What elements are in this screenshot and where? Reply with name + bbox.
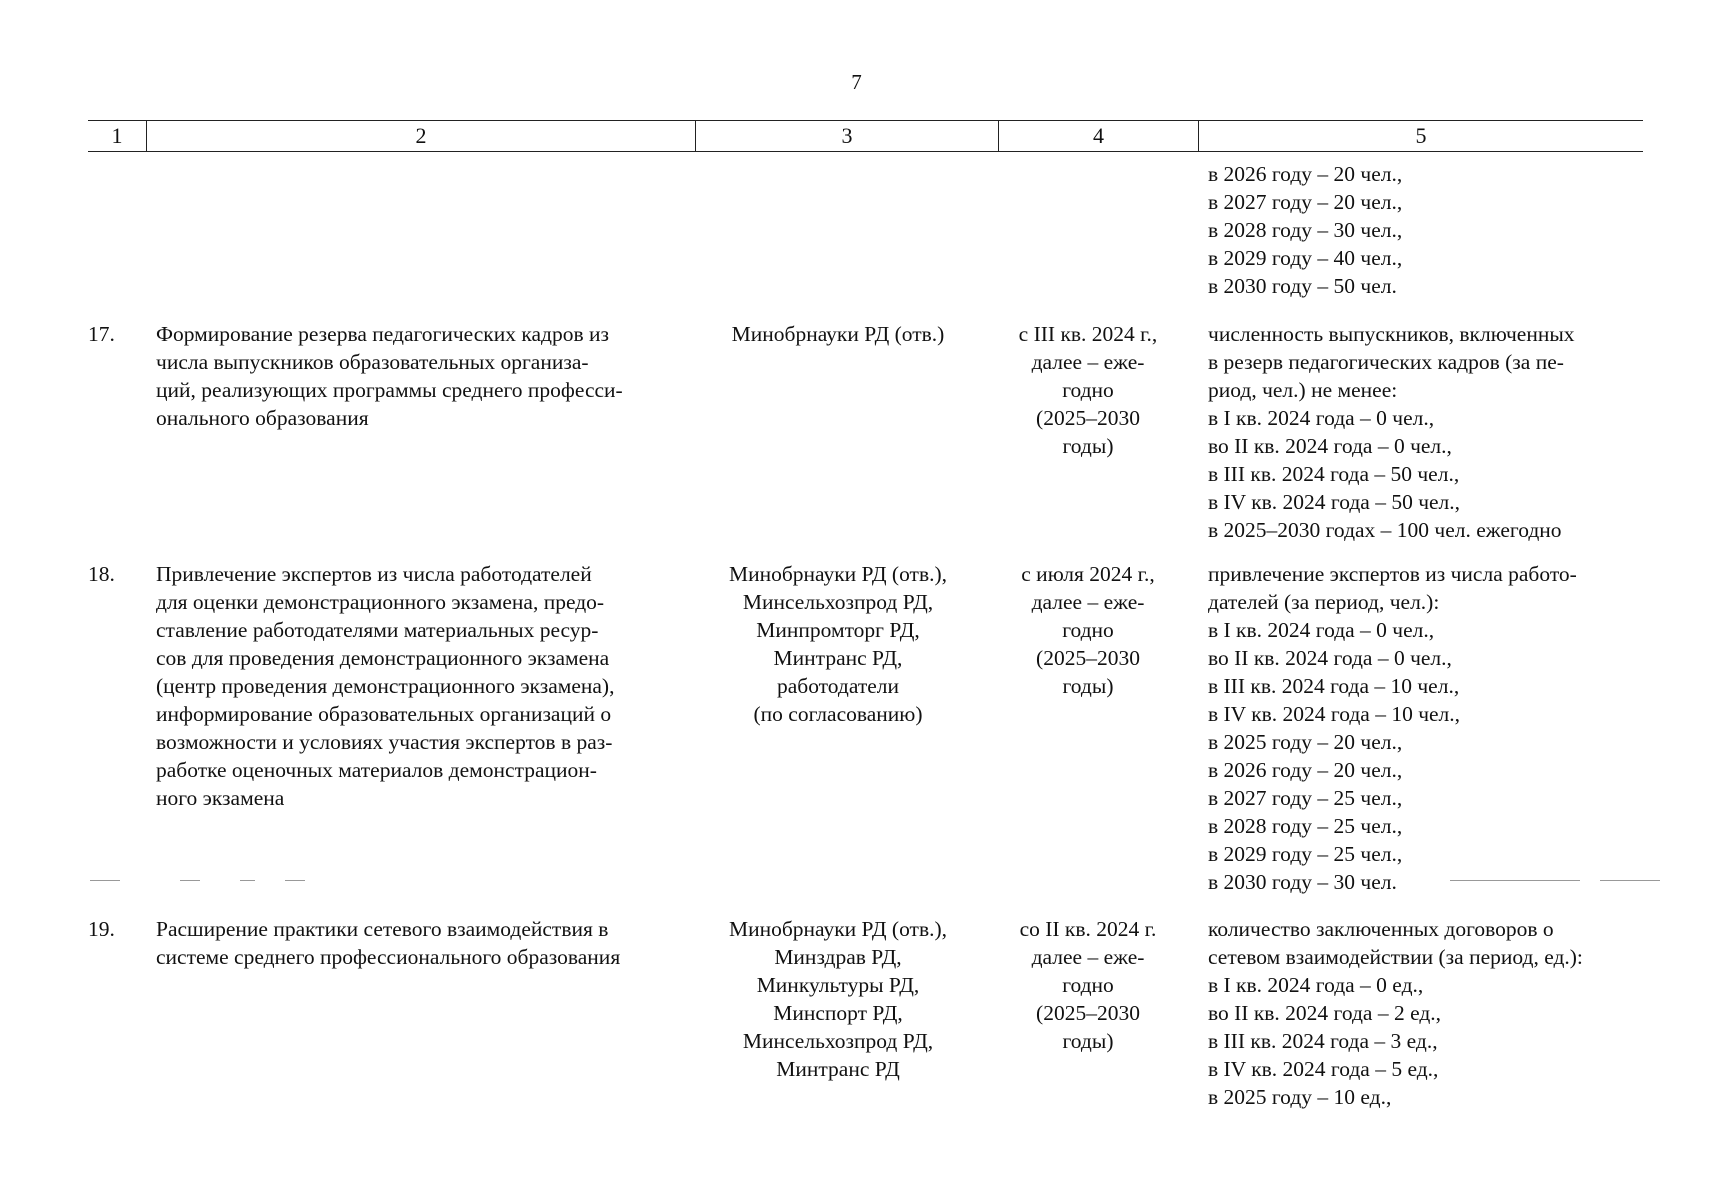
indicator-cell-line: сетевом взаимодействии (за период, ед.):	[1208, 945, 1583, 969]
executors-cell-line: Минобрнауки РД (отв.),	[728, 917, 948, 941]
scan-artifact	[1450, 880, 1580, 881]
measure-cell-line: (центр проведения демонстрационного экзамена),	[156, 674, 615, 698]
scan-artifact	[285, 880, 305, 881]
column-header-1: 1	[111, 123, 123, 148]
indicator-cell-line: в 2029 году – 25 чел.,	[1208, 842, 1403, 866]
executors-cell-line: работодатели	[776, 674, 900, 698]
indicator-cell-line: в I кв. 2024 года – 0 ед.,	[1208, 973, 1424, 997]
measure-cell-line: ставление работодателями материальных ресур-	[156, 618, 599, 642]
measure-cell	[156, 915, 686, 971]
period-cell	[998, 915, 1178, 1055]
indicator-cell	[1208, 560, 1643, 896]
indicator-cell	[1208, 915, 1643, 1111]
measure-cell-line: Формирование резерва педагогических кадров из	[156, 322, 609, 346]
indicator-cell-line: в III кв. 2024 года – 3 ед.,	[1208, 1029, 1438, 1053]
period-cell-line: с III кв. 2024 г.,	[1018, 322, 1158, 346]
period-cell	[998, 320, 1178, 460]
indicator-cell-line: привлечение экспертов из числа работо-	[1208, 562, 1577, 586]
column-header-2: 2	[146, 121, 695, 151]
executors-cell	[688, 320, 988, 348]
indicator-cell-line: в 2028 году – 25 чел.,	[1208, 814, 1403, 838]
indicator-cell-line: в 2025 году – 10 ед.,	[1208, 1085, 1392, 1109]
indicator-cell-line: дателей (за период, чел.):	[1208, 590, 1440, 614]
measure-cell	[156, 320, 686, 432]
indicator-cell-line: в III кв. 2024 года – 50 чел.,	[1208, 462, 1460, 486]
period-cell-line: годы)	[1062, 1029, 1114, 1053]
executors-cell-line: Минобрнауки РД (отв.)	[731, 322, 945, 346]
period-cell-line: годы)	[1062, 434, 1114, 458]
indicator-cell-line: во II кв. 2024 года – 0 чел.,	[1208, 646, 1452, 670]
indicator-cell-line: в 2028 году – 30 чел.,	[1208, 218, 1403, 242]
period-cell-line: годы)	[1062, 674, 1114, 698]
executors-cell-line: Минтранс РД	[776, 1057, 900, 1081]
period-cell-line: годно	[1062, 618, 1114, 642]
column-header-3: 3	[695, 121, 998, 151]
table-header-row	[88, 120, 1643, 152]
indicator-cell-line: в 2027 году – 25 чел.,	[1208, 786, 1403, 810]
indicator-cell-line: количество заключенных договоров о	[1208, 917, 1554, 941]
measure-cell-line: ного экзамена	[156, 786, 285, 810]
measure-cell	[156, 560, 686, 812]
indicator-cell-line: в IV кв. 2024 года – 5 ед.,	[1208, 1057, 1439, 1081]
indicator-cell-line: численность выпускников, включенных	[1208, 322, 1575, 346]
executors-cell-line: Минздрав РД,	[774, 945, 902, 969]
column-header-5: 5	[1198, 121, 1643, 151]
measure-cell-line: Привлечение экспертов из числа работодателей	[156, 562, 592, 586]
executors-cell-line: Минпромторг РД,	[756, 618, 920, 642]
measure-cell-line: для оценки демонстрационного экзамена, предо-	[156, 590, 605, 614]
measure-cell-line: работке оценочных материалов демонстрацион-	[156, 758, 597, 782]
measure-cell-line: возможности и условиях участия экспертов в раз-	[156, 730, 613, 754]
row-number: 19.	[88, 917, 115, 941]
measure-cell-line: онального образования	[156, 406, 369, 430]
row-number: 17.	[88, 322, 115, 346]
measure-cell-line: информирование образовательных организаций о	[156, 702, 612, 726]
period-cell-line: далее – еже-	[1031, 350, 1145, 374]
period-cell-line: с июля 2024 г.,	[1021, 562, 1155, 586]
period-cell	[998, 560, 1178, 700]
indicator-cell	[1208, 320, 1643, 544]
period-cell-line: (2025–2030	[1036, 1001, 1140, 1025]
indicator-cell-line: риод, чел.) не менее:	[1208, 378, 1398, 402]
period-cell-line: далее – еже-	[1031, 590, 1145, 614]
indicator-cell-line: в I кв. 2024 года – 0 чел.,	[1208, 406, 1435, 430]
scan-artifact	[1600, 880, 1660, 881]
executors-cell-line: Минсельхозпрод РД,	[742, 590, 934, 614]
row-number: 18.	[88, 562, 115, 586]
executors-cell-line: Минтранс РД,	[773, 646, 903, 670]
executors-cell-line: Минсельхозпрод РД,	[742, 1029, 934, 1053]
period-cell-line: (2025–2030	[1036, 406, 1140, 430]
indicator-cell-line: в IV кв. 2024 года – 10 чел.,	[1208, 702, 1461, 726]
indicator-cell-line: в 2030 году – 50 чел.	[1208, 274, 1397, 298]
page-number: 7	[851, 70, 862, 94]
indicator-cell-line: в 2030 году – 30 чел.	[1208, 870, 1397, 894]
indicator-cell-line: в 2026 году – 20 чел.,	[1208, 162, 1403, 186]
indicator-cell-line: в I кв. 2024 года – 0 чел.,	[1208, 618, 1435, 642]
measure-cell-line: числа выпускников образовательных организа-	[156, 350, 589, 374]
indicator-cell	[1208, 160, 1643, 300]
indicator-cell-line: в резерв педагогических кадров (за пе-	[1208, 350, 1564, 374]
measure-cell-line: ций, реализующих программы среднего професси-	[156, 378, 623, 402]
measures-table	[88, 120, 1643, 1109]
indicator-cell-line: в 2026 году – 20 чел.,	[1208, 758, 1403, 782]
measure-cell-line: Расширение практики сетевого взаимодействия в	[156, 917, 609, 941]
measure-cell-line: системе среднего профессионального образования	[156, 945, 621, 969]
indicator-cell-line: в 2025–2030 годах – 100 чел. ежегодно	[1208, 518, 1562, 542]
indicator-cell-line: в 2025 году – 20 чел.,	[1208, 730, 1403, 754]
indicator-cell-line: в IV кв. 2024 года – 50 чел.,	[1208, 490, 1461, 514]
period-cell-line: годно	[1062, 973, 1114, 997]
executors-cell-line: Минспорт РД,	[773, 1001, 903, 1025]
indicator-cell-line: в 2027 году – 20 чел.,	[1208, 190, 1403, 214]
indicator-cell-line: в III кв. 2024 года – 10 чел.,	[1208, 674, 1460, 698]
column-header-4: 4	[998, 121, 1198, 151]
scan-artifact	[90, 880, 120, 881]
scan-artifact	[240, 880, 255, 881]
indicator-cell-line: во II кв. 2024 года – 2 ед.,	[1208, 1001, 1442, 1025]
executors-cell	[688, 560, 988, 728]
period-cell-line: далее – еже-	[1031, 945, 1145, 969]
indicator-cell-line: во II кв. 2024 года – 0 чел.,	[1208, 434, 1452, 458]
scan-artifact	[180, 880, 200, 881]
measure-cell-line: сов для проведения демонстрационного экзамена	[156, 646, 610, 670]
executors-cell-line: (по согласованию)	[753, 702, 923, 726]
executors-cell	[688, 915, 988, 1083]
period-cell-line: со II кв. 2024 г.	[1019, 917, 1157, 941]
period-cell-line: годно	[1062, 378, 1114, 402]
period-cell-line: (2025–2030	[1036, 646, 1140, 670]
executors-cell-line: Минкультуры РД,	[756, 973, 920, 997]
executors-cell-line: Минобрнауки РД (отв.),	[728, 562, 948, 586]
indicator-cell-line: в 2029 году – 40 чел.,	[1208, 246, 1403, 270]
